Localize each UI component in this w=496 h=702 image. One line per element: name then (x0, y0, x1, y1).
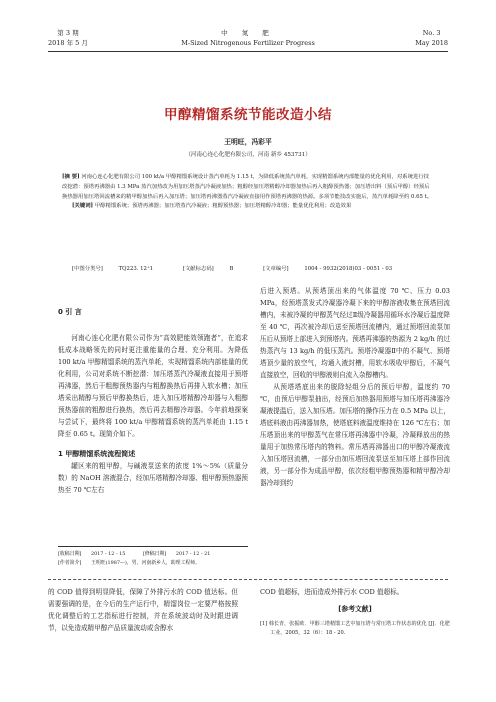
clc-code (72, 266, 167, 272)
date-en: May 2018 (415, 39, 448, 47)
received-value: 2017 - 12 - 15 (90, 551, 126, 557)
date-cn: 2018 年 5 月 (48, 39, 88, 47)
body-column-left (58, 306, 248, 496)
revised-value: 2017 - 12 - 21 (175, 551, 211, 557)
header-center (48, 28, 448, 48)
doc-value: B (229, 266, 234, 272)
classification-codes (72, 264, 420, 272)
section-heading-intro: 0 引 言 (58, 308, 82, 316)
article-title: 甲醇精馏系统节能改造小结 (164, 107, 332, 123)
keywords-paragraph (62, 202, 434, 212)
abstract-block (62, 173, 434, 212)
header-rule (48, 51, 448, 52)
footnote-dates (58, 550, 248, 559)
reference-item: [1] 韩长青，张振欧．甲醇三塔精馏工艺中加压塔与常压塔工作状态的优化 [J]．化肥工业，2005，32（6）：18 - 20. (260, 621, 450, 636)
article-number-value: 1004 - 9932(2018)03 - 0051 - 03 (304, 266, 393, 272)
doc-label: [文献标志码] (182, 266, 214, 272)
keywords-text: 甲醇精馏系统；预塔再沸器；加压塔蒸汽冷凝液；粗醇预热器；加压塔精醇冷却器；能量优化利用；改造效果 (94, 203, 352, 210)
process-paragraph-2: 从预塔塔底出来的脱除轻组分后的预后甲醇，温度约 70 ℃，由预后甲醇泵抽出，经预后加热器用预塔与加压塔再沸器冷凝液提温后，送入加压塔。加压塔的操作压力在 0.5 MPa 以上，塔底料液由再沸器加热，使塔底料液温度维持在 126 ℃左右；加压塔顶出来的甲醇蒸气在常压塔再沸器中冷凝，冷凝释放出的热量用于加热常压塔内的物料。常压塔再沸器出口的甲醇冷凝液流入加压塔回流槽，一部分由加压塔回流泵送至加压塔上部作回流液，另一部分作为成品甲醇，依次经粗甲醇预热器和精甲醇冷却器冷却到约 (260, 383, 450, 487)
abstract-paragraph (62, 173, 434, 202)
journal-name-en: M-Sized Nitrogenous Fertilizer Progress (181, 39, 315, 47)
references-heading: [参考文献] (338, 605, 372, 613)
revised-label: [修稿日期] (142, 551, 167, 557)
process-paragraph-cont: 后进入预塔。从预塔顶出来的气体温度 70 ℃、压力 0.03 MPa，经预塔蒸发式冷凝器冷凝下来的甲醇溶液收集在预塔回流槽内，未被冷凝的甲醇蒸气经过Ⅱ级冷凝器用循环水冷凝后温度降至 40 ℃，再次被冷却后送至预塔回流槽内，通过预塔回流泵加压后从预塔上部进入到预塔内。预塔再沸器的热源为 2 kg/h 的过热蒸汽与 13 kg/h 的低压蒸汽。预塔冷凝器Ⅱ中的不凝气、预塔塔顶少量的放空气，均通入液封槽，用软水吸收甲醇后，不凝气直接放空，回收的甲醇液则自流入杂醇槽内。 (260, 287, 451, 379)
received-date (58, 551, 133, 557)
header-right (415, 28, 448, 48)
journal-name-cn: 中 氮 肥 (221, 29, 275, 37)
author-bio (58, 559, 248, 568)
abstract-label: [摘 要] (62, 174, 80, 180)
revised-date (143, 551, 218, 557)
author-bio-text: 王明旺(1987—)，男，河南新乡人，助理工程师。 (90, 560, 201, 566)
article-affiliation: （河南心连心化肥有限公司，河南 新乡 453731） (185, 152, 311, 158)
process-paragraph: 罐区来的粗甲醇，与碱液泵送来的浓度 1%～5%（质量分数）的 NaOH 溶液混合，经加压塔精醇冷却器、粗甲醇预热器预热至 70 ℃左右 (58, 462, 248, 494)
continued-column-left (48, 586, 238, 634)
continued-column-right (260, 586, 450, 638)
article-authors: 王明旺，冯彩平 (224, 138, 272, 146)
received-label: [收稿日期] (58, 551, 82, 557)
issue-number: No. 3 (422, 29, 441, 37)
continuation-divider (48, 579, 448, 580)
section-heading-process: 1 甲醇精馏系统流程简述 (58, 450, 136, 458)
article-number (263, 266, 406, 272)
issue-label: 第 3 期 (57, 29, 79, 37)
article-footnote (58, 546, 248, 568)
continued-paragraph: 的 COD 值得到明显降低，保障了外排污水的 COD 值达标。但需要强调的是，在今后的生产运行中，精馏岗位一定要严格按照优化调整后的工艺指标进行控制，并在系统波动时及时跟进调节，以免造成精甲醇产品质量波动或含醇水 (48, 588, 238, 632)
author-bio-label: [作者简介] (58, 560, 82, 566)
continued-paragraph-end: COD 值超标，进而造成外排污水 COD 值超标。 (260, 588, 404, 596)
clc-value: TQ223. 12⁺1 (118, 266, 154, 272)
keywords-label: [关键词] (72, 203, 94, 210)
abstract-text: 河南心连心化肥有限公司 100 kt/a 甲醇精馏系统设计蒸汽单耗为 1.15 t，为降低系统蒸汽单耗，实现精馏系统内部能量的优化利用，对系统进行技改挖潜：预塔再沸器由 1.3 MPa 蒸汽加热改为用加压塔蒸汽冷凝液加热；粗醇经加压塔精醇冷却器加热后再入粗醇预热器；加压塔出料（预后甲醇）经预后换热器用加压塔回流槽来的精甲醇加热后再入加压塔；加压塔再沸器蒸汽冷凝液直接用作预塔再沸器的热源。多项节能技改实施后，蒸汽单耗降至约 0.65 t。 (62, 174, 433, 200)
body-column-right (260, 285, 450, 489)
article-number-label: [文章编号] (263, 266, 289, 272)
intro-paragraph: 河南心连心化肥有限公司作为“高效肥能效领跑者”，在追求低成本战略领先的同时更注重能量的合理、充分利用。为降低 100 kt/a 甲醇精馏系统的蒸汽单耗，实现精馏系统内部能量的优化利用，公司对系统不断挖潜：加压塔蒸汽冷凝液直接用于预塔再沸器，然后干粗醇预热器内与粗醇换热后再排入软水槽；加压塔采出精醇与预后甲醇换热后，进入加压塔精醇冷却器与入粗醇预热器前的粗醇进行换热，然后再去精醇冷却器。今年前地探案与尝试下，最终将 100 kt/a 甲醇精馏系统的蒸汽单耗由 1.15 t 降至 0.65 t。现简介如下。 (58, 334, 248, 438)
doc-code (183, 266, 248, 272)
running-header (48, 28, 448, 58)
clc-label: [中图分类号] (72, 266, 103, 272)
